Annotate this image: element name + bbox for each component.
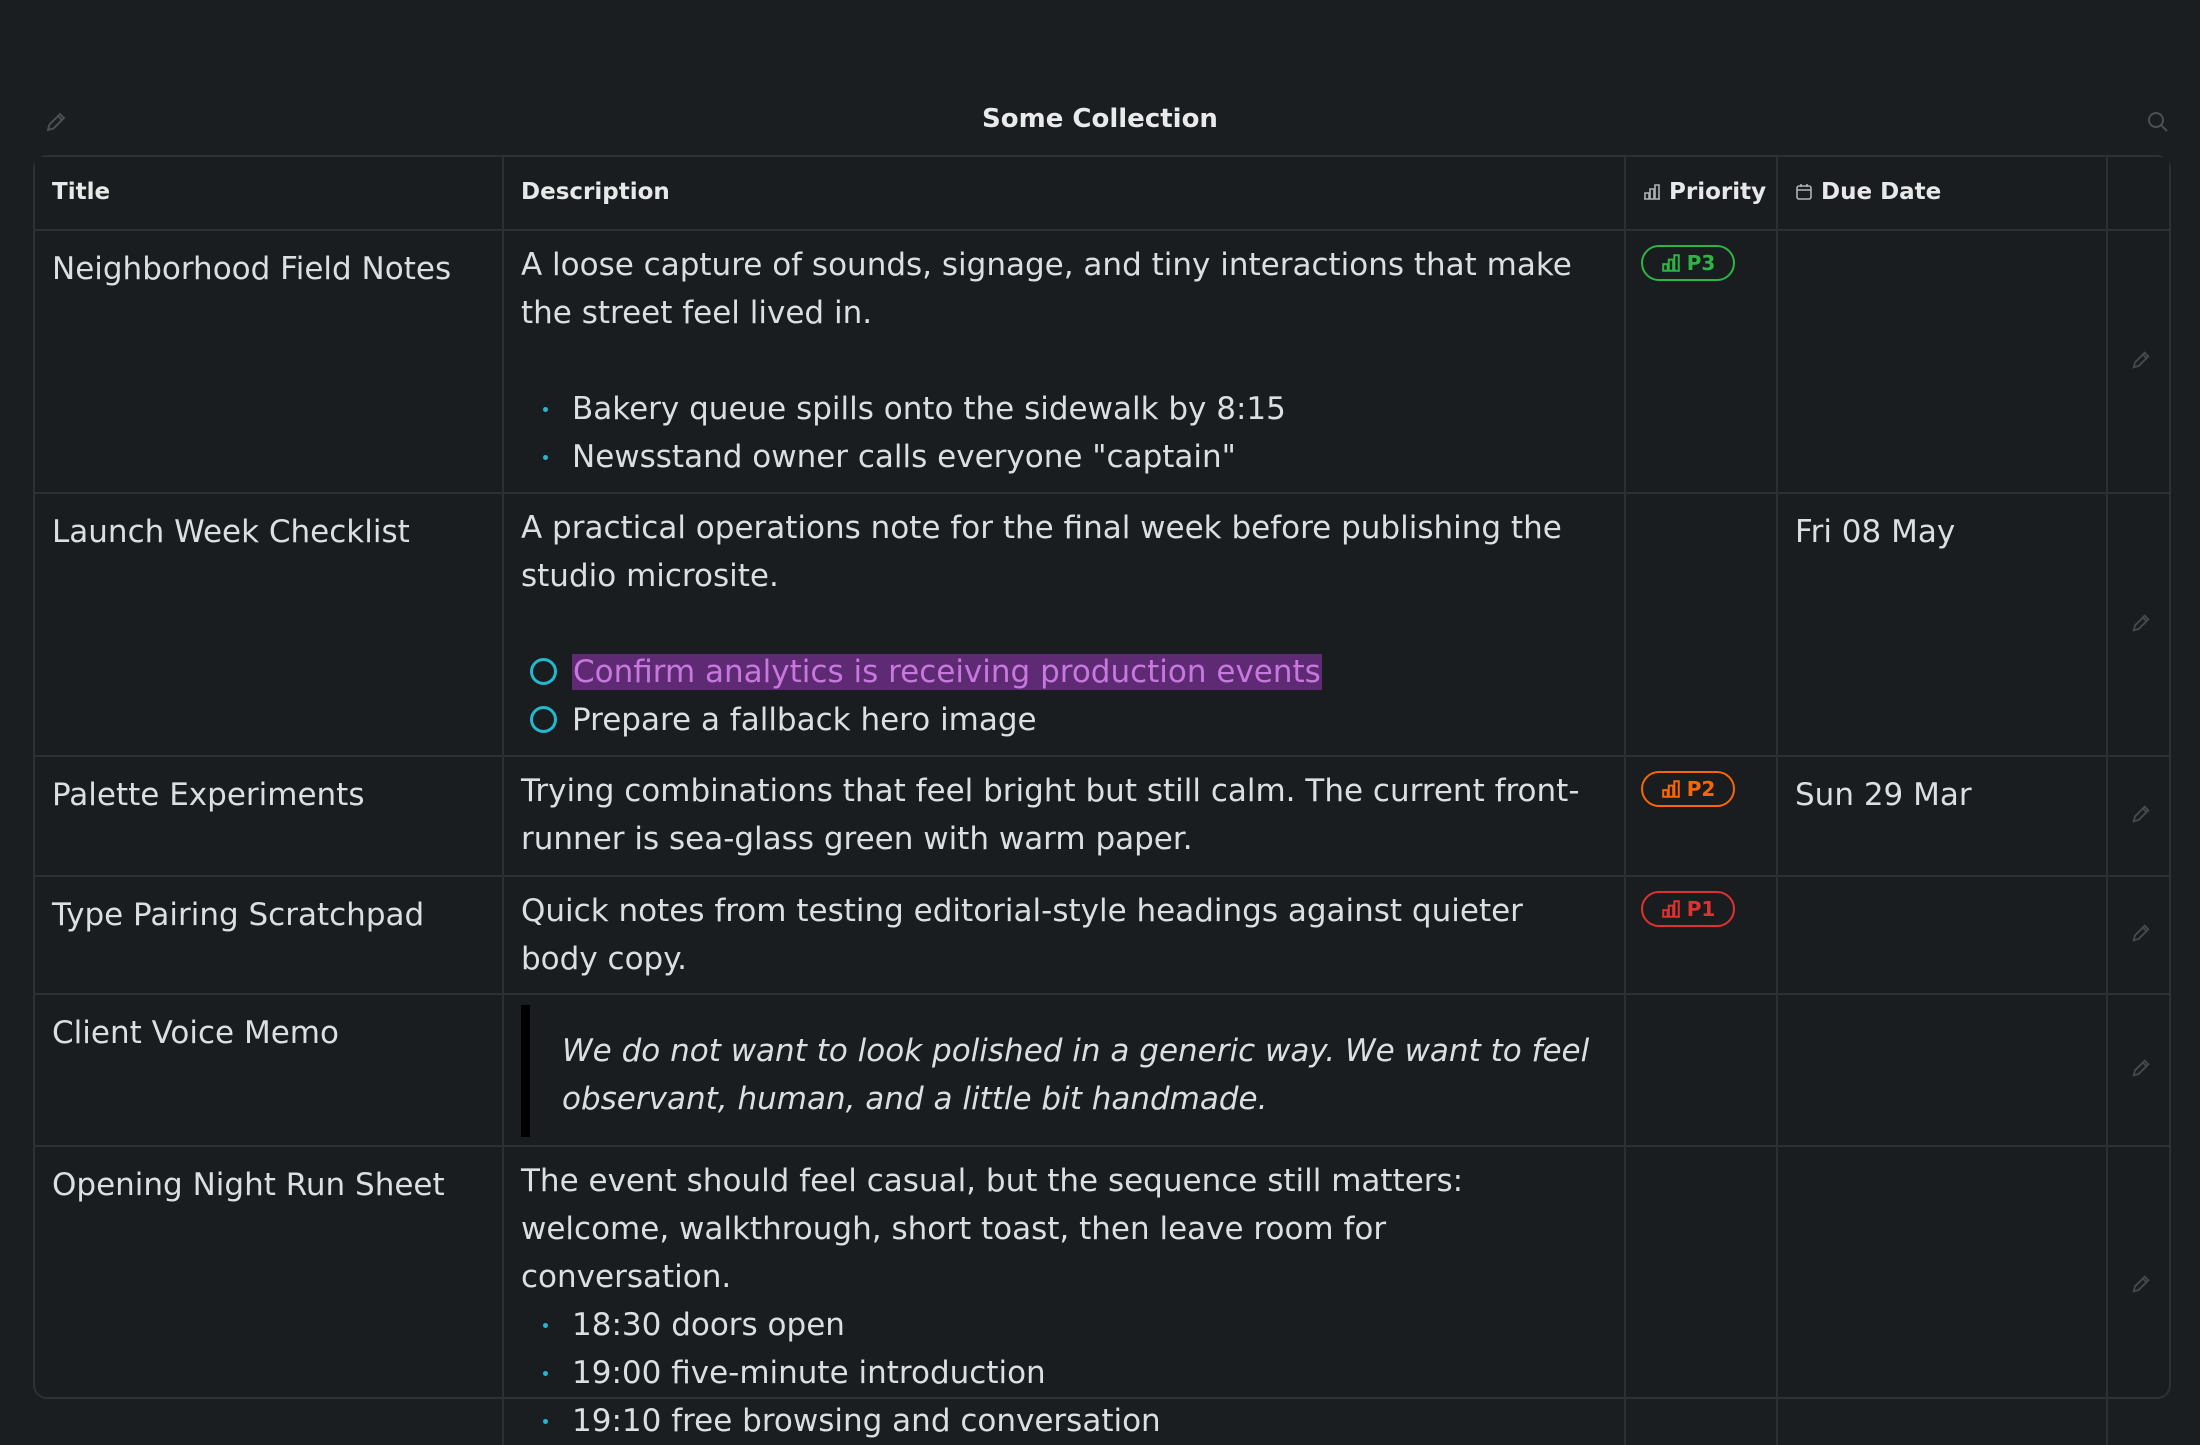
edit-row-icon[interactable] bbox=[2130, 803, 2152, 825]
column-header-description[interactable] bbox=[504, 157, 1626, 229]
collection-table bbox=[33, 155, 2171, 1439]
due-date-cell[interactable] bbox=[1778, 492, 2108, 755]
row-title: Opening Night Run Sheet bbox=[52, 1167, 445, 1203]
search-icon[interactable] bbox=[2146, 110, 2170, 134]
row-title: Client Voice Memo bbox=[52, 1015, 339, 1051]
due-date-cell[interactable] bbox=[1778, 755, 2108, 875]
title-cell[interactable] bbox=[35, 492, 504, 755]
row-actions-cell bbox=[2108, 492, 2169, 755]
table-row[interactable] bbox=[35, 875, 2169, 995]
row-actions-cell bbox=[2108, 993, 2169, 1145]
list-item: 19:10 free browsing and conversation bbox=[521, 1397, 1600, 1445]
row-title: Palette Experiments bbox=[52, 777, 365, 813]
table-header-row bbox=[35, 157, 2169, 231]
column-header-due-date[interactable] bbox=[1778, 157, 2108, 229]
bullet-list bbox=[521, 385, 1600, 481]
row-actions-cell bbox=[2108, 755, 2169, 875]
priority-bars-icon bbox=[1643, 183, 1661, 201]
edit-row-icon[interactable] bbox=[2130, 349, 2152, 371]
row-description: Quick notes from testing editorial-style headings against quieter body copy. bbox=[521, 893, 1523, 977]
title-cell[interactable] bbox=[35, 1145, 504, 1445]
column-description-label: Description bbox=[521, 179, 670, 205]
row-description: A practical operations note for the final week before publishing the studio microsite. bbox=[521, 510, 1562, 594]
due-date-cell[interactable] bbox=[1778, 993, 2108, 1145]
list-item: Newsstand owner calls everyone "captain" bbox=[521, 433, 1600, 481]
edit-row-icon[interactable] bbox=[2130, 1273, 2152, 1295]
description-cell[interactable] bbox=[504, 755, 1626, 875]
title-cell[interactable] bbox=[35, 755, 504, 875]
table-row[interactable] bbox=[35, 755, 2169, 877]
priority-cell[interactable] bbox=[1626, 993, 1778, 1145]
priority-cell[interactable] bbox=[1626, 875, 1778, 993]
due-date-cell[interactable] bbox=[1778, 875, 2108, 993]
title-cell[interactable] bbox=[35, 993, 504, 1145]
row-title: Neighborhood Field Notes bbox=[52, 251, 452, 287]
due-date-cell[interactable] bbox=[1778, 229, 2108, 492]
row-actions-cell bbox=[2108, 229, 2169, 492]
edit-row-icon[interactable] bbox=[2130, 1057, 2152, 1079]
due-date-cell[interactable] bbox=[1778, 1145, 2108, 1445]
column-header-priority[interactable] bbox=[1626, 157, 1778, 229]
row-description: The event should feel casual, but the sequence still matters: welcome, walkthrough, short toast, then leave room for conversation. bbox=[521, 1163, 1464, 1295]
due-date: Fri 08 May bbox=[1795, 514, 1956, 550]
priority-bars-icon bbox=[1661, 779, 1681, 799]
list-item: 19:00 five-minute introduction bbox=[521, 1349, 1600, 1397]
row-description: Trying combinations that feel bright but still calm. The current front-runner is sea-glass green with warm paper. bbox=[521, 773, 1580, 857]
description-cell[interactable] bbox=[504, 993, 1626, 1145]
row-title: Launch Week Checklist bbox=[52, 514, 410, 550]
priority-bars-icon bbox=[1661, 899, 1681, 919]
priority-cell[interactable] bbox=[1626, 492, 1778, 755]
table-row[interactable] bbox=[35, 229, 2169, 494]
collection-header bbox=[0, 96, 2200, 152]
row-description: A loose capture of sounds, signage, and tiny interactions that make the street feel lived in. bbox=[521, 247, 1572, 331]
collection-title: Some Collection bbox=[982, 104, 1218, 134]
list-item: 18:30 doors open bbox=[521, 1301, 1600, 1349]
title-cell[interactable] bbox=[35, 875, 504, 993]
description-cell[interactable] bbox=[504, 1145, 1626, 1445]
blockquote: We do not want to look polished in a generic way. We want to feel observant, human, and a little bit handmade. bbox=[521, 1005, 1600, 1137]
todo-item bbox=[521, 696, 1600, 744]
priority-cell[interactable] bbox=[1626, 755, 1778, 875]
column-header-actions bbox=[2108, 157, 2169, 229]
row-actions-cell bbox=[2108, 1145, 2169, 1445]
priority-bars-icon bbox=[1661, 253, 1681, 273]
priority-label: P2 bbox=[1686, 777, 1716, 801]
highlighted-todo-text: Confirm analytics is receiving production events bbox=[573, 654, 1321, 690]
column-due-date-label: Due Date bbox=[1821, 179, 1942, 205]
edit-row-icon[interactable] bbox=[2130, 612, 2152, 634]
title-cell[interactable] bbox=[35, 229, 504, 492]
table-row[interactable] bbox=[35, 1145, 2169, 1445]
table-row[interactable] bbox=[35, 492, 2169, 757]
description-cell[interactable] bbox=[504, 875, 1626, 993]
priority-cell[interactable] bbox=[1626, 229, 1778, 492]
list-item: Bakery queue spills onto the sidewalk by 8:15 bbox=[521, 385, 1600, 433]
priority-badge-p3[interactable] bbox=[1641, 245, 1735, 281]
todo-item bbox=[521, 648, 1600, 696]
todo-checkbox[interactable] bbox=[530, 706, 557, 733]
bullet-list bbox=[521, 1301, 1600, 1445]
todo-text: Prepare a fallback hero image bbox=[572, 702, 1037, 738]
description-cell[interactable] bbox=[504, 492, 1626, 755]
priority-label: P3 bbox=[1686, 251, 1716, 275]
row-title: Type Pairing Scratchpad bbox=[52, 897, 425, 933]
todo-checkbox[interactable] bbox=[530, 658, 557, 685]
priority-label: P1 bbox=[1686, 897, 1716, 921]
column-title-label: Title bbox=[52, 179, 111, 205]
table-row[interactable] bbox=[35, 993, 2169, 1147]
column-priority-label: Priority bbox=[1669, 179, 1767, 205]
row-actions-cell bbox=[2108, 875, 2169, 993]
priority-cell[interactable] bbox=[1626, 1145, 1778, 1445]
priority-badge-p1[interactable] bbox=[1641, 891, 1735, 927]
edit-row-icon[interactable] bbox=[2130, 922, 2152, 944]
column-header-title[interactable] bbox=[35, 157, 504, 229]
priority-badge-p2[interactable] bbox=[1641, 771, 1735, 807]
calendar-icon bbox=[1795, 183, 1813, 201]
description-cell[interactable] bbox=[504, 229, 1626, 492]
due-date: Sun 29 Mar bbox=[1795, 777, 1972, 813]
